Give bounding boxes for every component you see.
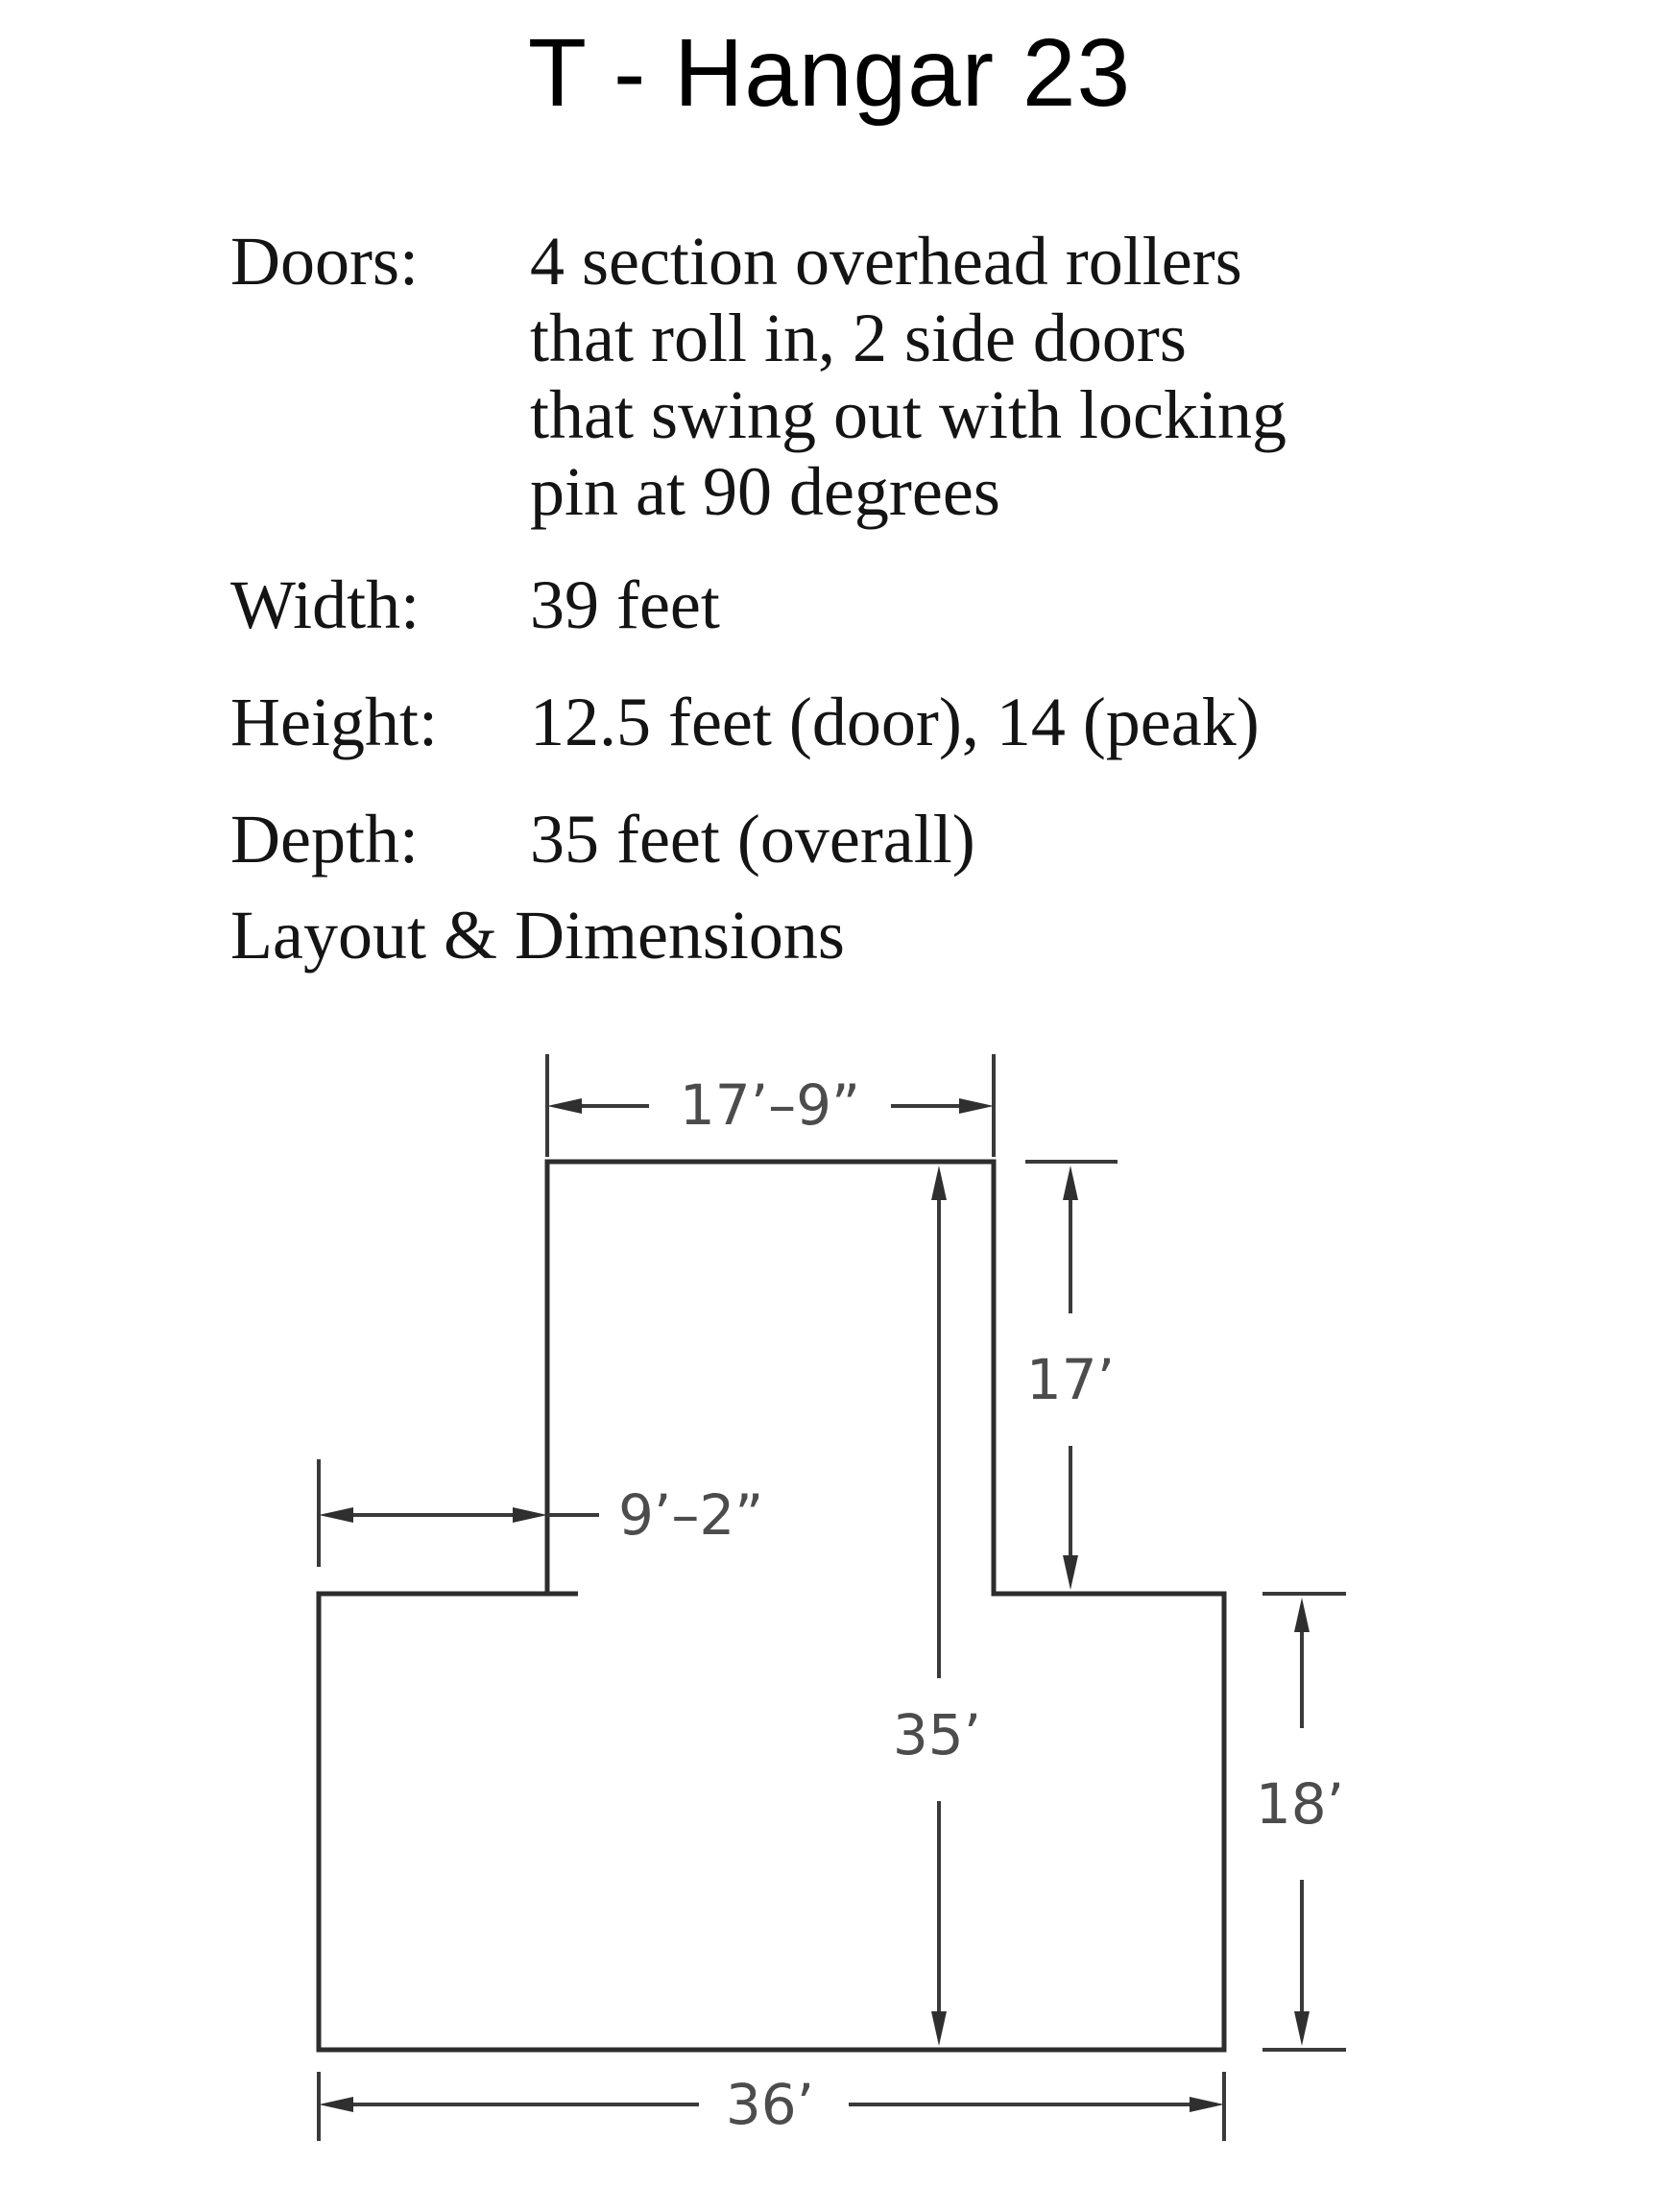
dimension-label-bottom-width: 36’ (725, 2072, 815, 2137)
spec-label-height: Height: (230, 684, 438, 760)
dimension-label-left-offset: 9’–2” (618, 1482, 764, 1548)
arrowhead-up (931, 1166, 947, 1200)
arrowhead-left (319, 2097, 353, 2112)
arrowhead-right (513, 1507, 547, 1523)
arrowhead-right (1190, 2097, 1224, 2112)
page-title: T - Hangar 23 (527, 19, 1132, 127)
arrowhead-up (1063, 1166, 1078, 1200)
dimension-rear-depth (1256, 1594, 1346, 2050)
dimension-label-overall-depth: 35’ (892, 1702, 982, 1767)
spec-value-line: 4 section overhead rollers (530, 223, 1242, 300)
arrowhead-up (1294, 1598, 1310, 1632)
dimension-left-offset (319, 1459, 763, 1567)
arrowhead-right (959, 1098, 994, 1114)
spec-value-line: that roll in, 2 side doors (530, 300, 1187, 376)
spec-value-line: pin at 90 degrees (530, 453, 1000, 530)
arrowhead-left (319, 1507, 353, 1523)
dimension-label-right-bay-depth: 17’ (1025, 1347, 1116, 1412)
spec-value-line: that swing out with locking (530, 376, 1286, 453)
arrowhead-left (547, 1098, 582, 1114)
section-heading: Layout & Dimensions (230, 897, 845, 974)
spec-value-line: 12.5 feet (door), 14 (peak) (530, 684, 1260, 760)
arrowhead-down (1063, 1555, 1078, 1590)
spec-label-width: Width: (230, 566, 421, 643)
spec-value-line: 39 feet (530, 566, 720, 643)
arrowhead-down (1294, 2011, 1310, 2046)
spec-label-depth: Depth: (230, 801, 419, 878)
dimension-overall-depth (893, 1166, 981, 2046)
spec-value-line: 35 feet (overall) (530, 801, 975, 878)
arrowhead-down (931, 2011, 947, 2046)
dimension-right-bay-depth (1025, 1162, 1118, 1590)
hangar-outline (319, 1162, 1224, 2050)
dimension-label-top-width: 17’–9” (679, 1072, 861, 1138)
spec-label-doors: Doors: (230, 223, 419, 300)
dimension-label-rear-depth: 18’ (1255, 1771, 1345, 1837)
dimension-bottom-width (319, 2072, 1224, 2141)
dimension-top-width (547, 1054, 994, 1157)
